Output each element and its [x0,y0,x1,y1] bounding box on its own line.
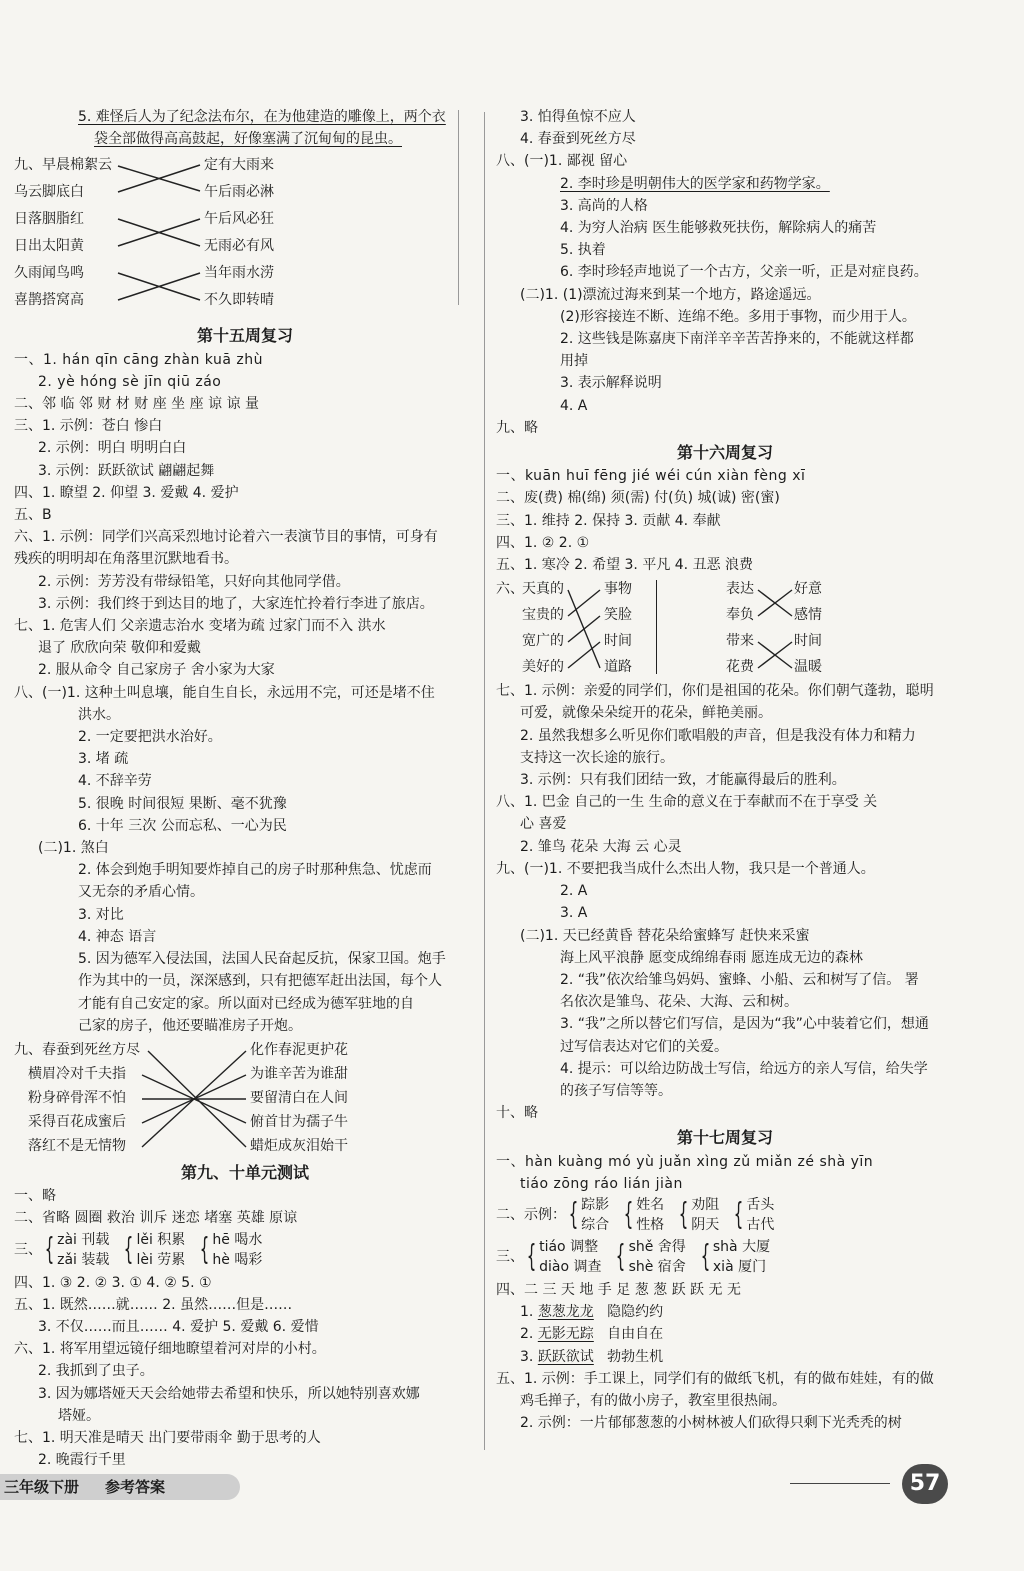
match-right: 事物 [604,581,632,598]
text-line: 五、1. 寒冷 2. 希望 3. 平凡 4. 丑恶 浪费 [496,557,754,574]
match-left: 宽广的 [522,633,564,650]
match-lines [14,1037,254,1159]
match-left: 美好的 [522,659,564,676]
text-line: 5. 难怪后人为了纪念法布尔，在为他建造的雕像上，两个衣 [78,109,446,125]
text-line: 3. 因为娜塔娅天天会给她带去希望和快乐，所以她特别喜欢娜 [38,1385,420,1402]
section-label: 九、 [14,157,42,174]
matching-exercise-words [496,576,954,680]
text-line: 过写信表达对它们的关爱。 [560,1038,728,1055]
text-line: 己家的房子，他还要瞄准房子开炮。 [78,1017,302,1034]
text-line: 一、kuān huī fēng jié wéi cún xiàn fèng xī [496,468,806,485]
match-left: 带来 [726,633,754,650]
match-right: 蜡炬成灰泪始干 [250,1137,348,1154]
text-line: 九、略 [496,419,538,436]
text-line: 4. A [560,397,588,414]
match-right: 午后雨必淋 [204,184,274,201]
text-line: 三、1. 示例：苍白 惨白 [14,418,163,435]
text-line: 二、废(费) 棉(绵) 须(需) 付(负) 城(诚) 密(蜜) [496,490,780,507]
match-right: 温暖 [794,659,822,676]
section-label: 二、示例： [496,1206,566,1223]
text-line: 退了 欣欣向荣 敬仰和爱戴 [38,640,201,657]
match-right: 道路 [604,659,632,676]
text-line: 支持这一次长途的旅行。 [520,749,674,766]
text-line: 2. 虽然我想多么听见你们歌唱般的声音，但是我没有体力和精力 [520,727,916,744]
match-left: 采得百花成蜜后 [28,1113,126,1130]
match-left: 九、春蚕到死丝方尽 [14,1041,140,1058]
match-right: 当年雨水涝 [204,265,274,282]
text-line: 2. 我抓到了虫子。 [38,1363,154,1380]
text-line: 2. yè hóng sè jīn qiū záo [38,373,222,390]
text-line: (2)形容接连不断、连绵不绝。多用于事物，而少用于人。 [560,308,916,325]
text-line: 可爱，就像朵朵绽开的花朵，鲜艳美丽。 [520,705,772,722]
text-line: 鸡毛掸子，有的做小房子，教室里很热闹。 [520,1392,786,1409]
match-right: 无雨必有风 [204,238,274,255]
text-line: 四、1. ② 2. ① [496,534,590,551]
text-line: 名依次是雏鸟、花朵、大海、云和树。 [560,994,798,1011]
text-line: 残疾的明明却在角落里沉默地看书。 [14,551,238,568]
text-line: 一、1. hán qīn cāng zhàn kuā zhù [14,351,263,368]
text-line: 3. 跃跃欲试 勃勃生机 [520,1348,664,1365]
text-line: 又无奈的矛盾心情。 [78,884,204,901]
text-line: 二、省略 圆圈 救治 训斥 迷恋 堵塞 英雄 原谅 [14,1210,298,1227]
text-line: 2. 服从命令 自己家房子 舍小家为大家 [38,662,275,679]
text-line: 3. 堵 疏 [78,751,129,768]
text-line: 五、1. 既然……就…… 2. 虽然……但是…… [14,1296,293,1313]
text-line: 2. 示例：一片郁郁葱葱的小树林被人们砍得只剩下光秃秃的树 [520,1415,902,1432]
match-right: 为谁辛苦为谁甜 [250,1065,348,1082]
text-line: 八、(一)1. 鄙视 留心 [496,153,628,170]
text-line: 3. 高尚的人格 [560,197,648,214]
match-left: 天真的 [522,581,564,598]
text-line: 四、1. ③ 2. ② 3. ① 4. ② 5. ① [14,1274,212,1291]
text-line: 用掉 [560,353,588,370]
text-line: 4. 春蚕到死丝方尽 [520,131,636,148]
text-line: 六、1. 将军用望远镜仔细地瞭望着河对岸的小村。 [14,1341,326,1358]
text-line: 二、邻 临 邻 财 材 财 座 坐 座 谅 谅 量 [14,396,259,413]
text-line: 袋全部做得高高鼓起，好像塞满了沉甸甸的昆虫。 [94,131,402,148]
text-line: 3. 不仅……而且…… 4. 爱护 5. 爱戴 6. 爱惜 [38,1318,319,1335]
text-line: 4. 为穷人治病 医生能够救死扶伤，解除病人的痛苦 [560,220,877,237]
match-right: 笑脸 [604,607,632,624]
text-line: 2. “我”依次给雏鸟妈妈、蜜蜂、小船、云和树写了信。 署 [560,971,919,988]
text-line: 海上风平浪静 愿变成绵绵春雨 愿连成无边的森林 [560,949,863,966]
match-left: 落红不是无情物 [28,1137,126,1154]
text-line: (二)1. (1)漂流过海来到某一个地方，路途遥远。 [520,286,821,303]
text-line: 5. 很晚 时间很短 果断、毫不犹豫 [78,795,287,812]
match-right: 好意 [794,581,822,598]
text-line: 5. 执着 [560,242,606,259]
answer-label: 参考答案 [105,1478,166,1496]
match-left: 乌云脚底白 [14,184,84,201]
text-line: 四、二 三 天 地 手 足 葱 葱 跃 跃 无 无 [496,1281,741,1298]
text-line: 2. 晚霞行千里 [38,1452,126,1469]
matching-exercise-proverbs [14,150,476,322]
text-line: 2. 一定要把洪水治好。 [78,729,222,746]
text-line: 3. 怕得鱼惊不应人 [520,109,636,125]
text-line: 五、1. 示例：手工课上，同学们有的做纸飞机，有的做布娃娃，有的做 [496,1370,934,1387]
match-right: 定有大雨来 [204,157,274,174]
text-line: 2. 这些钱是陈嘉庚下南洋辛辛苦苦挣来的，不能就这样都 [560,331,914,348]
text-line: (二)1. 天已经黄昏 替花朵给蜜蜂写 赶快来采蜜 [520,927,810,944]
match-right: 感情 [794,607,822,624]
column-divider [484,112,485,1450]
text-line: 九、(一)1. 不要把我当成什么杰出人物，我只是一个普通人。 [496,860,875,877]
match-right: 时间 [604,633,632,650]
section-title: 第十七周复习 [676,1128,773,1148]
text-line: 四、1. 瞭望 2. 仰望 3. 爱戴 4. 爱护 [14,484,239,501]
polyphone-group: 三、{ zài 刊载 zǎi 装载 { lěi 积累 lèi 劳累 { hē 喝水 hè 喝彩 [14,1231,263,1268]
text-line: 4. 不辞辛劳 [78,773,152,790]
text-line: 3. 示例：只有我们团结一致，才能赢得最后的胜利。 [520,772,846,789]
text-line: 2. 体会到炮手明知要炸掉自己的房子时那种焦急、忧虑而 [78,862,432,879]
text-line: 一、略 [14,1188,56,1205]
text-line: 三、1. 维持 2. 保持 3. 贡献 4. 奉献 [496,512,721,529]
section-label: 三、 [496,1248,524,1265]
text-line: tiáo zōng ráo lián jiàn [520,1175,683,1192]
polyphone-group: 三、{ tiáo 调整 diào 调查 { shě 舍得 shè 宿舍 { shà 大厦 xià 厦门 [496,1238,771,1275]
text-line: 6. 十年 三次 公而忘私、一心为民 [78,817,287,834]
text-line: 七、1. 危害人们 父亲遗志治水 变堵为疏 过家门而不入 洪水 [14,618,386,635]
text-line: 心 喜爱 [520,816,567,833]
match-right: 不久即转晴 [204,292,274,309]
footer-label [0,1474,240,1500]
text-line: 六、1. 示例：同学们兴高采烈地讨论着六一表演节目的事情，可身有 [14,529,438,546]
text-line: 3. 表示解释说明 [560,375,662,392]
text-line: 2. 示例：明白 明明白白 [38,440,187,457]
matching-exercise-poems [14,1037,476,1159]
text-line: 2. 无影无踪 自由自在 [520,1326,664,1343]
text-line: 3. A [560,905,588,922]
text-line: 洪水。 [78,706,120,723]
match-left: 横眉冷对千夫指 [28,1065,126,1082]
text-line: 6. 李时珍轻声地说了一个古方，父亲一听，正是对症良药。 [560,264,928,281]
text-line: 七、1. 明天准是晴天 出门要带雨伞 勤于思考的人 [14,1429,321,1446]
match-left: 久雨闻鸟鸣 [14,265,84,282]
section-title: 第十五周复习 [196,326,293,346]
match-left: 喜鹊搭窝高 [14,292,84,309]
text-line: 一、hàn kuàng mó yù juǎn xìng zǔ miǎn zé shà yīn [496,1153,874,1170]
text-line: 塔娅。 [58,1407,100,1424]
text-line: 的孩子写信等等。 [560,1082,672,1099]
match-left: 宝贵的 [522,607,564,624]
text-line: 3. 示例：跃跃欲试 翩翩起舞 [38,462,215,479]
match-right: 化作春泥更护花 [250,1041,348,1058]
left-column [14,106,476,1471]
match-left: 早晨棉絮云 [42,157,112,174]
section-label: 三、 [14,1241,42,1258]
match-left: 奉负 [726,607,754,624]
match-left: 花费 [726,659,754,676]
text-line: 3. 对比 [78,906,124,923]
match-right: 俯首甘为孺子牛 [250,1113,348,1130]
text-line: 八、(一)1. 这种土叫息壤，能自生自长，永远用不完，可还是堵不住 [14,684,435,701]
text-line: 4. 提示：可以给边防战士写信，给远方的亲人写信，给失学 [560,1060,928,1077]
text-line: 五、B [14,507,52,524]
text-line: 才能有自己安定的家。所以面对已经成为德军驻地的自 [78,995,414,1012]
section-label: 六、 [496,581,524,598]
match-lines [14,150,214,322]
grade-label: 三年级下册 [4,1478,80,1496]
text-line: 八、1. 巴金 自己的一生 生命的意义在于奉献而不在于享受 关 [496,794,878,811]
right-column [496,106,954,1434]
match-left: 粉身碎骨浑不怕 [28,1089,126,1106]
match-left: 表达 [726,581,754,598]
match-left: 日出太阳黄 [14,238,84,255]
match-right: 时间 [794,633,822,650]
text-line: 4. 神态 语言 [78,928,157,945]
text-line: 2. 示例：芳芳没有带绿铅笔，只好向其他同学借。 [38,573,350,590]
text-line: 3. “我”之所以替它们写信，是因为“我”心中装着它们，想通 [560,1016,929,1033]
match-left: 日落胭脂红 [14,211,84,228]
match-lines [496,576,796,680]
text-line: 七、1. 示例：亲爱的同学们，你们是祖国的花朵。你们朝气蓬勃，聪明 [496,683,934,700]
text-line: 3. 示例：我们终于到达目的地了，大家连忙拎着行李进了旅店。 [38,595,434,612]
example-words-group: 二、示例：{ 踪影 综合 { 姓名 性格 { 劝阻 阴天 { 舌头 古代 [496,1196,775,1233]
text-line: 作为其中的一员，深深感到，只有把德军赶出法国，每个人 [78,973,442,990]
text-line: 2. A [560,883,588,900]
page-number: 57 [902,1464,948,1504]
text-line: 1. 葱葱龙龙 隐隐约约 [520,1304,664,1321]
match-right: 要留清白在人间 [250,1089,348,1106]
match-right: 午后风必狂 [204,211,274,228]
text-line: 十、略 [496,1105,538,1122]
text-line: (二)1. 煞白 [38,840,109,857]
text-line: 2. 李时珍是明朝伟大的医学家和药物学家。 [560,175,830,192]
footer-rule [790,1483,890,1484]
text-line: 2. 雏鸟 花朵 大海 云 心灵 [520,838,682,855]
section-title: 第九、十单元测试 [180,1162,309,1182]
section-title: 第十六周复习 [676,443,773,463]
text-line: 5. 因为德军入侵法国，法国人民奋起反抗，保家卫国。炮手 [78,951,446,968]
